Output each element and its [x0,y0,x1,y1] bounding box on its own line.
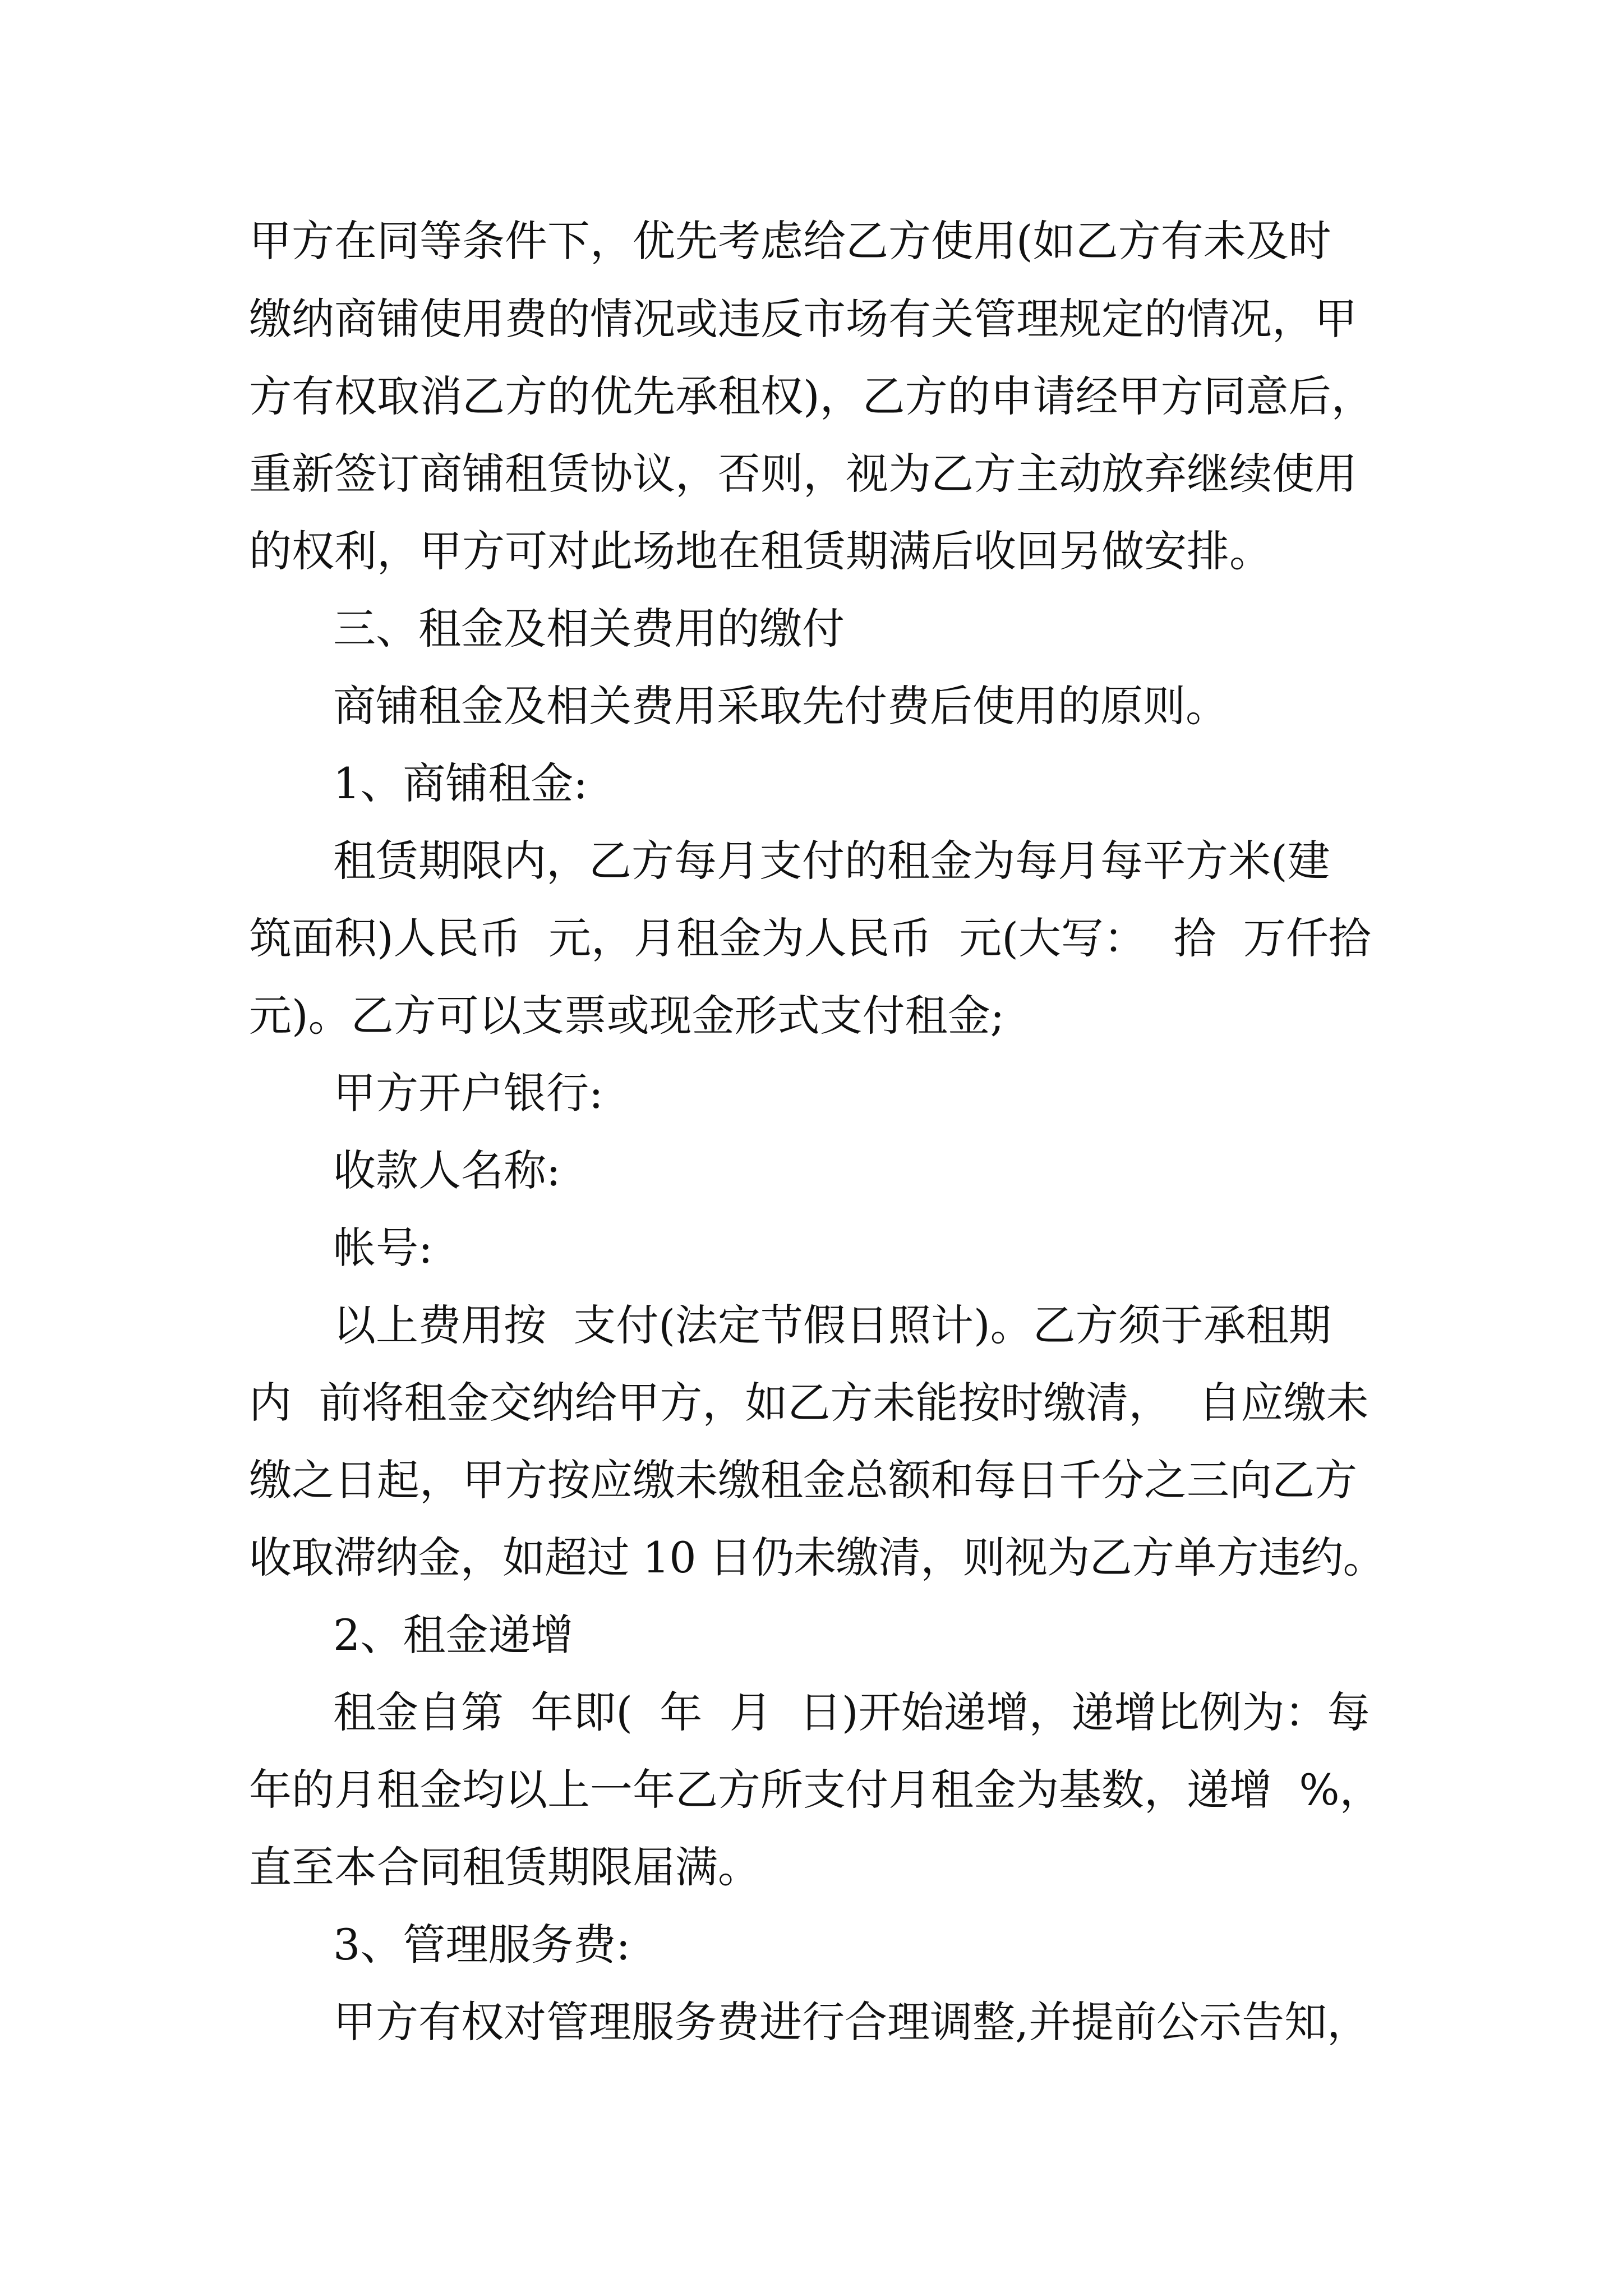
paragraph-line: 租金自第 年即( 年 月 日)开始递增，递增比例为：每 [333,1687,1370,1737]
section-heading: 三、租金及相关费用的缴付 [333,604,845,654]
paragraph-line: 直至本合同租赁期限届满。 [249,1842,760,1892]
subsection-heading: 3、管理服务费: [333,1920,630,1970]
paragraph-line: 内 前将租金交纳给甲方，如乙方未能按时缴清， 自应缴未 [249,1378,1369,1428]
paragraph-line: 筑面积)人民币 元，月租金为人民币 元(大写： 拾 万仟拾 [249,913,1371,963]
subsection-heading: 1、商铺租金: [333,758,588,808]
paragraph-line: 租赁期限内，乙方每月支付的租金为每月每平方米(建 [333,836,1330,886]
paragraph-line: 年的月租金均以上一年乙方所支付月租金为基数，递增 %， [249,1765,1382,1815]
paragraph-line: 甲方有权对管理服务费进行合理调整,并提前公示告知， [333,1997,1370,2047]
paragraph-line: 收取滞纳金，如超过 10 日仍未缴清，则视为乙方单方违约。 [249,1533,1386,1582]
paragraph-line: 甲方在同等条件下，优先考虑给乙方使用(如乙方有未及时 [249,216,1331,266]
paragraph-line: 的权利，甲方可对此场地在租赁期满后收回另做安排。 [249,526,1272,576]
paragraph-line: 元)。乙方可以支票或现金形式支付租金; [249,991,1005,1041]
field-label: 收款人名称: [333,1145,561,1195]
paragraph-line: 缴纳商铺使用费的情况或违反市场有关管理规定的情况，甲 [249,294,1357,344]
subsection-heading: 2、租金递增 [333,1610,574,1660]
paragraph-line: 以上费用按 支付(法定节假日照计)。乙方须于承租期 [333,1300,1331,1350]
field-label: 帐号: [333,1223,433,1273]
paragraph-line: 方有权取消乙方的优先承租权)，乙方的申请经甲方同意后， [249,371,1374,421]
paragraph-line: 商铺租金及相关费用采取先付费后使用的原则。 [333,681,1228,731]
field-label: 甲方开户银行: [333,1068,603,1118]
paragraph-line: 重新签订商铺租赁协议，否则，视为乙方主动放弃继续使用 [249,449,1357,499]
paragraph-line: 缴之日起，甲方按应缴未缴租金总额和每日千分之三向乙方 [249,1455,1357,1505]
